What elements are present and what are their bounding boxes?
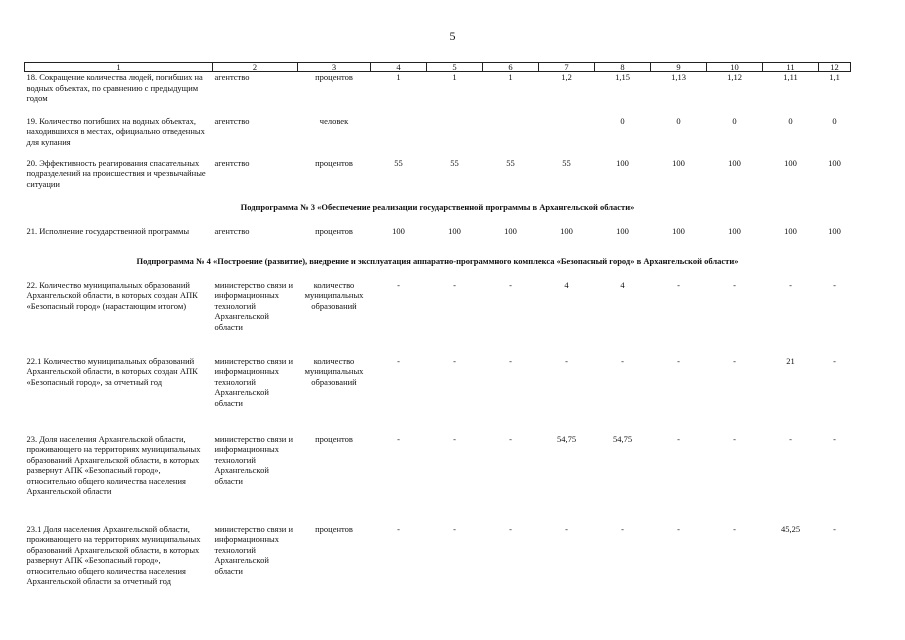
indicator-value: 100 xyxy=(504,225,517,236)
indicator-value xyxy=(371,116,427,158)
page-number: 5 xyxy=(449,29,456,43)
unit-of-measure: процентов xyxy=(315,72,353,82)
column-header: 6 xyxy=(483,63,539,72)
table-body xyxy=(25,72,851,606)
indicator-value: 100 xyxy=(672,225,685,236)
indicator-name: 23.1 Доля населения Архангельской области, проживающего на территориях муниципальных образований Архангельской области, в которых развернут АПК «Безопасный город», относительно общего количества населения Архангельской области за отчетный год xyxy=(26,523,201,587)
indicator-value: 100 xyxy=(616,157,629,168)
indicator-value: 0 xyxy=(676,115,681,126)
indicator-value: - xyxy=(677,355,680,366)
indicator-row xyxy=(25,280,851,356)
indicator-name: 22. Количество муниципальных образований Архангельской области, в которых создан АПК «Безопасный город» (нарастающим итогом) xyxy=(26,279,198,311)
subprogram-title: Подпрограмма № 3 «Обеспечение реализации государственной программы в Архангельской области» xyxy=(240,201,635,212)
indicator-value: - xyxy=(677,433,680,444)
indicator-name: 19. Количество погибших на водных объектах, находившихся в местах, официально отведенных для купания xyxy=(26,115,205,147)
column-header: 5 xyxy=(427,63,483,72)
unit-of-measure: процентов xyxy=(315,523,353,534)
indicator-value: - xyxy=(509,279,512,290)
indicator-value: - xyxy=(565,355,568,366)
unit-of-measure: количество муниципальных образований xyxy=(304,355,364,387)
indicator-value: 100 xyxy=(728,225,741,236)
indicator-value: 1,15 xyxy=(615,72,630,82)
indicator-value: - xyxy=(397,433,400,444)
indicator-name: 23. Доля населения Архангельской области, проживающего на территориях муниципальных образований Архангельской области, в которых развернут АПК «Безопасный город», относительно общего количества населения Архангельской области xyxy=(26,433,201,497)
indicator-value: 100 xyxy=(448,225,461,236)
unit-of-measure: процентов xyxy=(315,433,353,444)
indicator-value: 100 xyxy=(560,225,573,236)
indicator-value: - xyxy=(677,523,680,534)
indicator-value: - xyxy=(453,355,456,366)
indicator-row xyxy=(25,524,851,606)
indicator-value: 1 xyxy=(396,72,401,82)
indicator-value: 1,1 xyxy=(829,72,840,82)
indicator-value: 45,25 xyxy=(780,523,801,534)
indicator-row xyxy=(25,226,851,256)
responsible-agency: агентство xyxy=(214,115,250,126)
responsible-agency: министерство связи и информационных технологий Архангельской области xyxy=(214,355,294,408)
indicator-value: 1 xyxy=(452,72,457,82)
indicator-value: - xyxy=(833,433,836,444)
indicator-value: - xyxy=(565,523,568,534)
unit-of-measure: процентов xyxy=(315,225,353,236)
unit-of-measure: человек xyxy=(319,115,349,126)
indicator-value: - xyxy=(397,279,400,290)
indicator-value: 100 xyxy=(784,157,797,168)
column-header: 1 xyxy=(25,63,213,72)
responsible-agency: агентство xyxy=(214,157,250,168)
indicator-value: 0 xyxy=(832,115,837,126)
responsible-agency: агентство xyxy=(214,225,250,236)
indicator-value: 100 xyxy=(616,225,629,236)
subprogram-heading-row xyxy=(25,202,851,226)
column-header: 9 xyxy=(651,63,707,72)
indicator-name: 21. Исполнение государственной программы xyxy=(26,225,190,236)
indicator-value: - xyxy=(733,355,736,366)
column-header: 10 xyxy=(707,63,763,72)
indicator-value: 55 xyxy=(394,157,403,168)
indicator-value: 55 xyxy=(450,157,459,168)
indicator-value: 100 xyxy=(828,225,841,236)
column-number-header-row xyxy=(25,63,851,72)
indicator-value: - xyxy=(733,523,736,534)
indicator-value: 1,12 xyxy=(727,72,742,82)
column-header: 8 xyxy=(595,63,651,72)
indicator-value: - xyxy=(453,279,456,290)
indicator-value: 1,13 xyxy=(671,72,686,82)
indicator-value: 0 xyxy=(788,115,793,126)
indicator-value: - xyxy=(733,279,736,290)
indicator-row xyxy=(25,434,851,524)
indicators-table xyxy=(24,62,851,606)
indicator-value: 1,11 xyxy=(783,72,798,82)
indicator-value: - xyxy=(833,523,836,534)
indicator-value: - xyxy=(833,279,836,290)
responsible-agency: министерство связи и информационных технологий Архангельской области xyxy=(214,279,294,332)
indicator-value: 21 xyxy=(786,355,795,366)
indicator-value: - xyxy=(789,433,792,444)
indicator-value: - xyxy=(509,523,512,534)
responsible-agency: министерство связи и информационных технологий Архангельской области xyxy=(214,433,294,486)
indicator-value: - xyxy=(397,355,400,366)
responsible-agency: агентство xyxy=(214,72,250,82)
indicator-value: 4 xyxy=(564,279,569,290)
column-header: 11 xyxy=(763,63,819,72)
indicator-value: 100 xyxy=(672,157,685,168)
indicator-value: - xyxy=(833,355,836,366)
indicator-value: 55 xyxy=(506,157,515,168)
indicator-value: 0 xyxy=(732,115,737,126)
indicator-value: - xyxy=(621,523,624,534)
indicator-name: 18. Сокращение количества людей, погибших на водных объектах, по сравнению с предыдущим годом xyxy=(26,72,203,104)
indicator-value: 100 xyxy=(784,225,797,236)
indicator-row xyxy=(25,116,851,158)
column-header: 12 xyxy=(819,63,851,72)
indicator-value: - xyxy=(453,523,456,534)
indicator-value: 1,2 xyxy=(561,72,572,82)
indicator-value: 1 xyxy=(508,72,513,82)
indicator-value: - xyxy=(621,355,624,366)
indicator-value: - xyxy=(789,279,792,290)
indicator-value: - xyxy=(397,523,400,534)
indicator-value: 100 xyxy=(828,157,841,168)
indicator-row xyxy=(25,158,851,202)
column-header: 4 xyxy=(371,63,427,72)
unit-of-measure: количество муниципальных образований xyxy=(304,279,364,311)
indicator-value xyxy=(427,116,483,158)
indicator-value: - xyxy=(733,433,736,444)
subprogram-heading-row xyxy=(25,256,851,280)
indicator-name: 20. Эффективность реагирования спасательных подразделений на происшествия и чрезвычайные ситуации xyxy=(26,157,206,189)
subprogram-title: Подпрограмма № 4 «Построение (развитие), внедрение и эксплуатация аппаратно-программного комплекса «Безопасный город» в Архангельской области» xyxy=(136,255,739,266)
indicator-value: 4 xyxy=(620,279,625,290)
indicator-value: 100 xyxy=(728,157,741,168)
unit-of-measure: процентов xyxy=(315,157,353,168)
indicator-value: 100 xyxy=(392,225,405,236)
indicator-value: 54,75 xyxy=(612,433,633,444)
indicator-value: 0 xyxy=(620,115,625,126)
indicator-value xyxy=(539,116,595,158)
indicator-value: - xyxy=(677,279,680,290)
column-header: 7 xyxy=(539,63,595,72)
column-header: 2 xyxy=(213,63,298,72)
indicator-value xyxy=(483,116,539,158)
indicator-value: 55 xyxy=(562,157,571,168)
indicator-row xyxy=(25,356,851,434)
indicator-row xyxy=(25,72,851,116)
indicator-value: - xyxy=(453,433,456,444)
indicator-name: 22.1 Количество муниципальных образований Архангельской области, в которых создан АПК «Безопасный город», за отчетный год xyxy=(26,355,198,387)
indicator-value: - xyxy=(509,355,512,366)
column-header: 3 xyxy=(298,63,371,72)
indicator-value: 54,75 xyxy=(556,433,577,444)
responsible-agency: министерство связи и информационных технологий Архангельской области xyxy=(214,523,294,576)
indicator-value: - xyxy=(509,433,512,444)
